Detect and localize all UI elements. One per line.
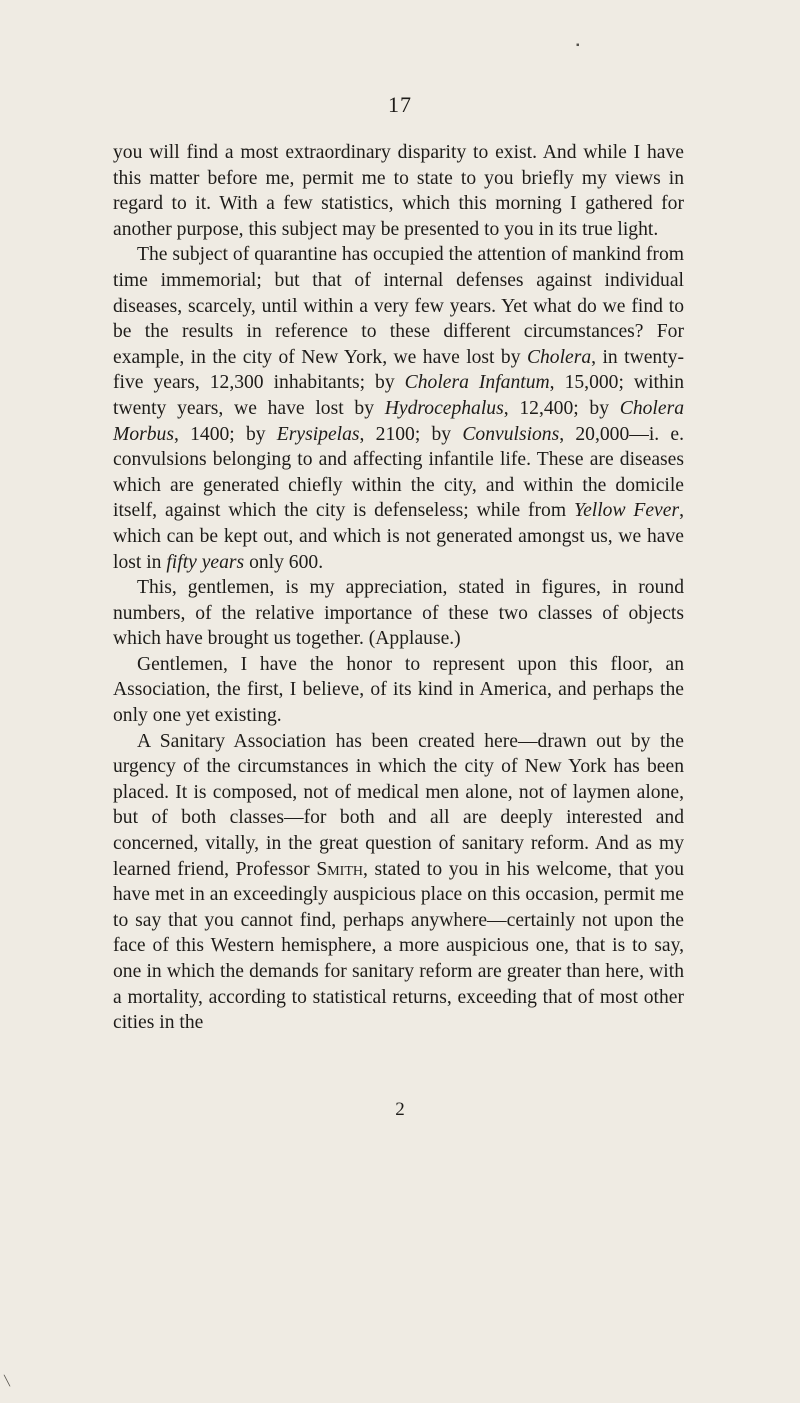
paragraph-p2 <box>113 242 684 575</box>
italic-term: Convulsions <box>462 423 560 445</box>
italic-term: Cholera <box>526 346 592 368</box>
paragraph-p3 <box>113 575 684 652</box>
text-run: , stated to you in his welcome, that you have met in an exceedingly auspicious place on this occasion, permit me to say that you cannot find, perhaps anywhere—certainly not upon the face of this Western hemisphere, a more auspicious one, that is to say, one in which the demands for sanitary reform are greater than here, with a mortality, according to statistical returns, exceeding that of most other cities in the <box>113 858 684 1034</box>
text-run: , 2100; by <box>359 423 463 445</box>
body-text <box>113 140 684 1036</box>
italic-term: Cholera Infantum <box>404 372 550 394</box>
page-number: 17 <box>388 92 412 117</box>
text-run: , 15,000; within twenty years, we have lost by <box>113 372 684 419</box>
italic-term: Cholera Morbus <box>113 397 684 445</box>
text-run: , 1400; by <box>173 423 277 445</box>
paragraph-p5 <box>113 729 684 1036</box>
signature-mark: 2 <box>395 1099 405 1120</box>
text-run: you will find a most extraordinary disparity to exist. And while I have this matter before me, permit me to state to you briefly my views in regard to it. With a few statistics, which this morning I gathered for another purpose, this subject may be presented to you in its true light. <box>113 142 684 240</box>
italic-term: Erysipelas <box>276 423 360 445</box>
paragraph-p4 <box>113 652 684 729</box>
text-run: , in twenty-five years, 12,300 inhabitants; by <box>113 346 684 394</box>
text-run: , 12,400; by <box>503 397 620 419</box>
italic-term: fifty years <box>166 551 245 573</box>
text-run: Gentlemen, I have the honor to represent upon this floor, an Association, the first, I believe, of its kind in America, and perhaps the only one yet existing. <box>113 653 684 727</box>
italic-term: Hydrocephalus <box>384 397 504 419</box>
text-run: The subject of quarantine has occupied the attention of mankind from time immemorial; but that of internal defenses against individual diseases, scarcely, until within a very few years. Yet what do we find to be the results in reference to these different circumstances? For example, in the city of New York, we have lost by <box>113 244 684 368</box>
paragraph-p1 <box>113 140 684 242</box>
text-run: This, gentlemen, is my appreciation, stated in figures, in round numbers, of the relative importance of these two classes of objects which have brought us together. (Applause.) <box>113 577 684 650</box>
text-run: only 600. <box>244 551 324 573</box>
text-run: , 20,000—i. e. convulsions belonging to and affecting infantile life. These are diseases which are generated chiefly within the city, and within the domicile itself, against which the city is defenseless; while from <box>113 423 685 522</box>
text-run: A Sanitary Association has been created here—drawn out by the urgency of the circumstances in which the city of New York has been placed. It is composed, not of medical men alone, not of laymen alone, but of both classes—for both and all are deeply interested and concerned, vitally, in the great question of sanitary reform. And as my learned friend, Professor <box>113 730 684 880</box>
text-run: , which can be kept out, and which is not generated amongst us, we have lost in <box>113 500 684 573</box>
ink-speck: ▪ <box>576 40 580 51</box>
small-caps-name: Smith <box>316 858 363 880</box>
italic-term: Yellow Fever <box>573 500 680 522</box>
corner-mark: ╲ <box>4 1376 11 1387</box>
